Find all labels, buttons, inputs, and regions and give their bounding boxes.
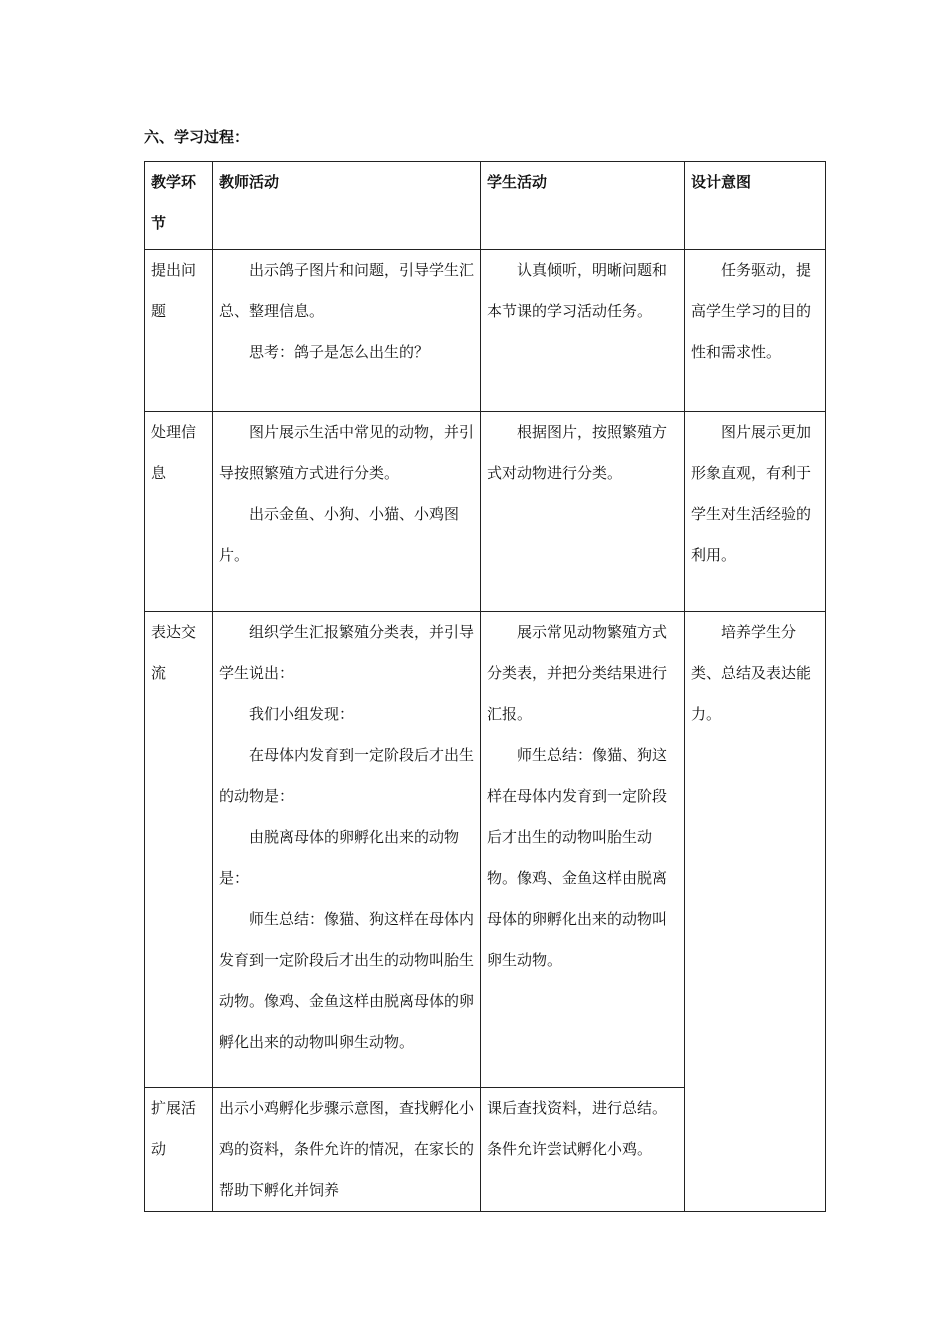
teacher-paragraph: 由脱离母体的卵孵化出来的动物是： (219, 828, 460, 887)
teacher-cell (213, 1088, 481, 1212)
section-heading: 六、学习过程： (144, 128, 250, 146)
table-row (145, 250, 826, 412)
design-paragraph: 图片展示更加形象直观，有利于学生对生活经验的利用。 (691, 423, 812, 564)
teacher-cell (213, 412, 481, 612)
design-paragraph: 培养学生分类、总结及表达能力。 (691, 623, 812, 723)
student-cell (481, 412, 685, 612)
teacher-paragraph: 出示小鸡孵化步骤示意图，查找孵化小鸡的资料，条件允许的情况，在家长的帮助下孵化并饲养 (219, 1099, 475, 1199)
student-paragraph: 师生总结：像猫、狗这样在母体内发育到一定阶段后才出生的动物叫胎生动物。像鸡、金鱼这样由脱离母体的卵孵化出来的动物叫卵生动物。 (487, 746, 668, 969)
design-paragraph: 任务驱动，提高学生学习的目的性和需求性。 (691, 261, 812, 361)
table-row (145, 612, 826, 1088)
table-header-row (145, 162, 826, 250)
student-paragraph: 课后查找资料，进行总结。条件允许尝试孵化小鸡。 (487, 1099, 668, 1158)
teacher-paragraph: 在母体内发育到一定阶段后才出生的动物是： (219, 746, 475, 805)
student-paragraph: 认真倾听，明晰问题和本节课的学习活动任务。 (487, 261, 668, 320)
teacher-paragraph: 出示金鱼、小狗、小猫、小鸡图片。 (219, 505, 460, 564)
header-design: 设计意图 (685, 162, 826, 250)
learning-process-table (144, 161, 826, 1212)
header-teacher: 教师活动 (213, 162, 481, 250)
student-cell (481, 250, 685, 412)
teacher-cell (213, 612, 481, 1088)
header-stage: 教学环节 (145, 162, 213, 250)
student-cell (481, 1088, 685, 1212)
table-row (145, 412, 826, 612)
design-cell (685, 412, 826, 612)
header-student: 学生活动 (481, 162, 685, 250)
teacher-cell (213, 250, 481, 412)
student-cell (481, 612, 685, 1088)
stage-cell: 处理信息 (145, 412, 213, 612)
teacher-paragraph: 出示鸽子图片和问题，引导学生汇总、整理信息。 (219, 261, 475, 320)
teacher-paragraph: 组织学生汇报繁殖分类表，并引导学生说出： (219, 623, 475, 682)
design-cell (685, 250, 826, 412)
student-paragraph: 根据图片，按照繁殖方式对动物进行分类。 (487, 423, 668, 482)
teacher-paragraph: 思考：鸽子是怎么出生的？ (249, 343, 430, 361)
stage-cell: 表达交流 (145, 612, 213, 1088)
teacher-paragraph: 图片展示生活中常见的动物，并引导按照繁殖方式进行分类。 (219, 423, 475, 482)
student-paragraph: 展示常见动物繁殖方式分类表，并把分类结果进行汇报。 (487, 623, 668, 723)
teacher-paragraph: 师生总结：像猫、狗这样在母体内发育到一定阶段后才出生的动物叫胎生动物。像鸡、金鱼这样由脱离母体的卵孵化出来的动物叫卵生动物。 (219, 910, 475, 1051)
stage-cell: 提出问题 (145, 250, 213, 412)
teacher-paragraph: 我们小组发现： (249, 705, 355, 723)
design-cell (685, 612, 826, 1212)
stage-cell: 扩展活动 (145, 1088, 213, 1212)
